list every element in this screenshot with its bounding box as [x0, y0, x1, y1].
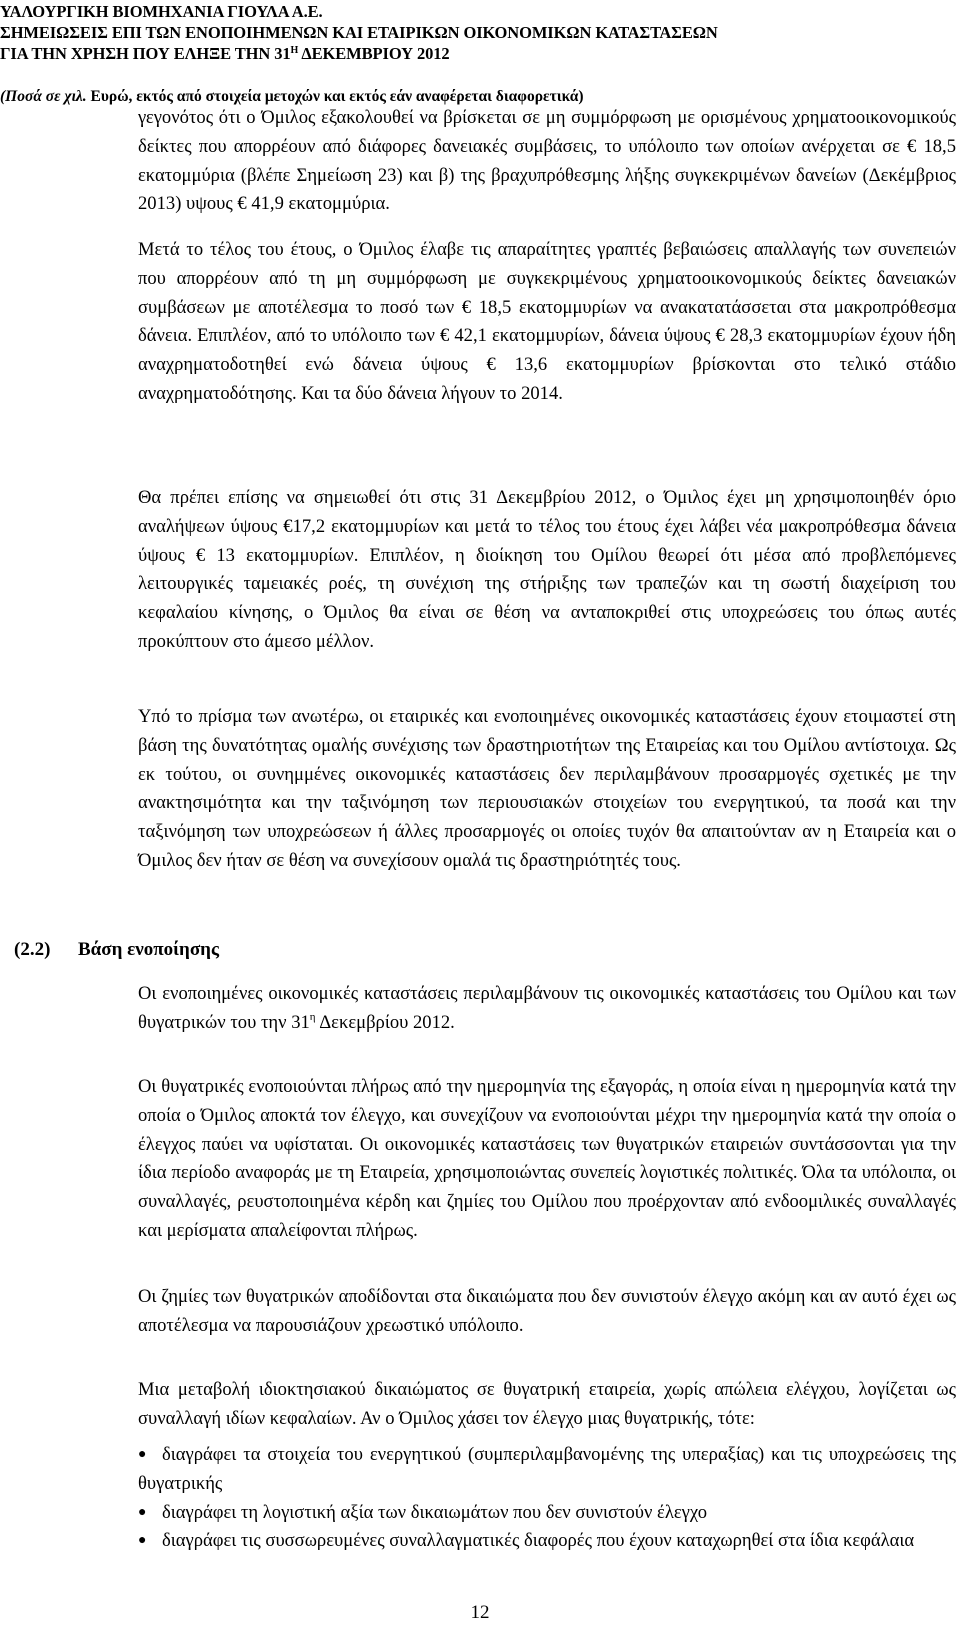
paragraph-ownership-change: Μια μεταβολή ιδιοκτησιακού δικαιώματος σε θυγατρική εταιρεία, χωρίς απώλεια ελέγχου, λογίζεται ως συναλλαγή ιδίων κεφαλαίων. Αν ο Όμιλος χάσει τον έλεγχο μιας θυγατρικής, τότε: — [138, 1379, 956, 1429]
section-title: Βάση ενοποίησης — [78, 939, 219, 960]
period-sup: Η — [290, 45, 299, 56]
consolidation-intro-sup: η — [309, 1010, 316, 1023]
paragraph-going-concern-cont: γεγονότος ότι ο Όμιλος εξακολουθεί να βρίσκεται σε μη συμμόρφωση με ορισμένους χρηματοοικονομικούς δείκτες που απορρέουν από διάφορες δανειακές συμβάσεις, το υπόλοιπο των οποίων ανέρχεται σε € 18,5 εκατομμύρια (βλέπε Σημείωση 23) και β) της βραχυπρόθεσμης λήξης συγκεκριμένων δανείων (Δεκέμβριος 2013) υψους € 41,9 εκατομμύρια. — [138, 107, 956, 215]
company-name: ΥΑΛΟΥΡΓΙΚΗ ΒΙΟΜΗΧΑΝΙΑ ΓΙΟΥΛΑ Α.Ε. — [0, 2, 323, 21]
paragraph-subsidiaries: Οι θυγατρικές ενοποιούνται πλήρως από την ημερομηνία της εξαγοράς, η οποία είναι η ημερομηνία κατά την οποία ο Όμιλος αποκτά τον έλεγχο, και συνεχίζουν να ενοποιούνται μέχρι την ημερομηνία κατά την οποία ο έλεγχος παύει να υφίσταται. Οι οικονομικές καταστάσεις των θυγατρικών εταιρειών συντάσσονται για την ίδια περίοδο αναφοράς με τη Εταιρεία, χρησιμοποιώντας συνεπείς λογιστικές πολιτικές. Όλα τα υπόλοιπα, οι συναλλαγές, ρευστοποιημένα κέρδη και ζημίες του Ομίλου που προέρχονταν από ενδοομιλικές συναλλαγές και μερίσματα απαλείφονται πλήρως. — [138, 1076, 956, 1241]
bullet-list — [138, 1441, 956, 1556]
paragraph-credit-lines: Θα πρέπει επίσης να σημειωθεί ότι στις 31 Δεκεμβρίου 2012, ο Όμιλος έχει μη χρησιμοποιηθέν όριο αναλήψεων ύψους €17,2 εκατομμυρίων και μετά το τέλος του έτους έχει λάβει νέα μακροπρόθεσμα δάνεια ύψους € 13 εκατομμυρίων. Επιπλέον, η διοίκηση του Ομίλου θεωρεί ότι μέσα από προβλεπόμενες λειτουργικές ταμειακές ροές, τη συνέχιση της στήριξης των τραπεζών και τη σωστή διαχείριση του κεφαλαίου κίνησης, ο Όμιλος θα είναι σε θέση να ανταποκριθεί στις υποχρεώσεις του όπως αυτές προκύπτουν στο άμεσο μέλλον. — [138, 487, 956, 652]
page-number: 12 — [470, 1602, 490, 1623]
paragraph-consolidation-intro — [138, 980, 956, 1038]
consolidation-intro-prefix: Οι ενοποιημένες οικονομικές καταστάσεις περιλαμβάνουν τις οικονομικές καταστάσεις του Ομίλου και των θυγατρικών του την 31 — [138, 983, 956, 1033]
notes-title: ΣΗΜΕΙΩΣΕΙΣ ΕΠΙ ΤΩΝ ΕΝΟΠΟΙΗΜΕΝΩΝ ΚΑΙ ΕΤΑΙΡΙΚΩΝ ΟΙΚΟΝΟΜΙΚΩΝ ΚΑΤΑΣΤΑΣΕΩΝ — [0, 23, 718, 42]
bullet-text: διαγράφει τη λογιστική αξία των δικαιωμάτων που δεν συνιστούν έλεγχο — [162, 1501, 708, 1523]
units-rest: Ευρώ, εκτός από στοιχεία μετοχών και εκτός εάν αναφέρεται διαφορετικά) — [90, 88, 584, 105]
units-prefix: (Ποσά σε χιλ. — [0, 88, 91, 105]
bullet-text: διαγράφει τα στοιχεία του ενεργητικού (συμπεριλαμβανομένης της υπεραξίας) και τις υποχρεώσεις της θυγατρικής — [138, 1444, 956, 1494]
section-number: (2.2) — [14, 939, 51, 960]
bullet-icon: ● — [138, 1533, 147, 1549]
paragraph-conclusion: Υπό το πρίσμα των ανωτέρω, οι εταιρικές και ενοποιημένες οικονομικές καταστάσεις έχουν ετοιμαστεί στη βάση της δυνατότητας ομαλής συνέχισης των δραστηριοτήτων της Εταιρείας και του Ομίλου αντίστοιχα. Ως εκ τούτου, οι συνημμένες οικονομικές καταστάσεις δεν περιλαμβάνουν προσαρμογές σχετικές με την ανακτησιμότητα και την ταξινόμηση των περιουσιακών στοιχείων του ενεργητικού, τα ποσά και την ταξινόμηση των υποχρεώσεων ή άλλες προσαρμογές οι οποίες τυχόν θα απαιτούνταν αν η Εταιρεία και ο Όμιλος δεν ήταν σε θέση να συνεχίσουν ομαλά τις δραστηριότητές τους. — [138, 706, 956, 871]
period-title — [0, 42, 450, 65]
paragraph-minority-losses: Οι ζημίες των θυγατρικών αποδίδονται στα δικαιώματα που δεν συνιστούν έλεγχο ακόμη και αν αυτό έχει ως αποτέλεσμα να παρουσιάζουν χρεωστικό υπόλοιπο. — [138, 1286, 956, 1336]
list-item — [138, 1441, 956, 1499]
consolidation-intro-suffix: Δεκεμβρίου 2012. — [319, 1011, 455, 1033]
paragraph-waivers: Μετά το τέλος του έτους, ο Όμιλος έλαβε τις απαραίτητες γραπτές βεβαιώσεις απαλλαγής των συνεπειών που απορρέουν από τη μη συμμόρφωση με συγκεκριμένους χρηματοοικονομικούς δείκτες δανειακών συμβάσεων με αποτέλεσμα το ποσό των € 18,5 εκατομμυρίων να ανακατατάσσεται στα μακροπρόθεσμα δάνεια. Επιπλέον, από το υπόλοιπο των € 42,1 εκατομμυρίων, δάνεια ύψους € 28,3 εκατομμυρίων έχουν ήδη αναχρηματοδοτηθεί ενώ δάνεια ύψους € 13,6 εκατομμυρίων βρίσκονται στο τελικό στάδιο αναχρηματοδότησης. Και τα δύο δάνεια λήγουν το 2014. — [138, 239, 956, 404]
bullet-text: διαγράφει τις συσσωρευμένες συναλλαγματικές διαφορές που έχουν καταχωρηθεί στα ίδια κεφάλαια — [162, 1530, 915, 1552]
list-item — [138, 1499, 956, 1528]
period-suffix: ΔΕΚΕΜΒΡΙΟΥ 2012 — [301, 44, 450, 63]
list-item — [138, 1527, 956, 1556]
period-prefix: ΓΙΑ ΤΗΝ ΧΡΗΣΗ ΠΟΥ ΕΛΗΞΕ ΤΗΝ 31 — [0, 44, 291, 63]
bullet-icon: ● — [138, 1504, 147, 1520]
bullet-icon: ● — [138, 1447, 147, 1462]
